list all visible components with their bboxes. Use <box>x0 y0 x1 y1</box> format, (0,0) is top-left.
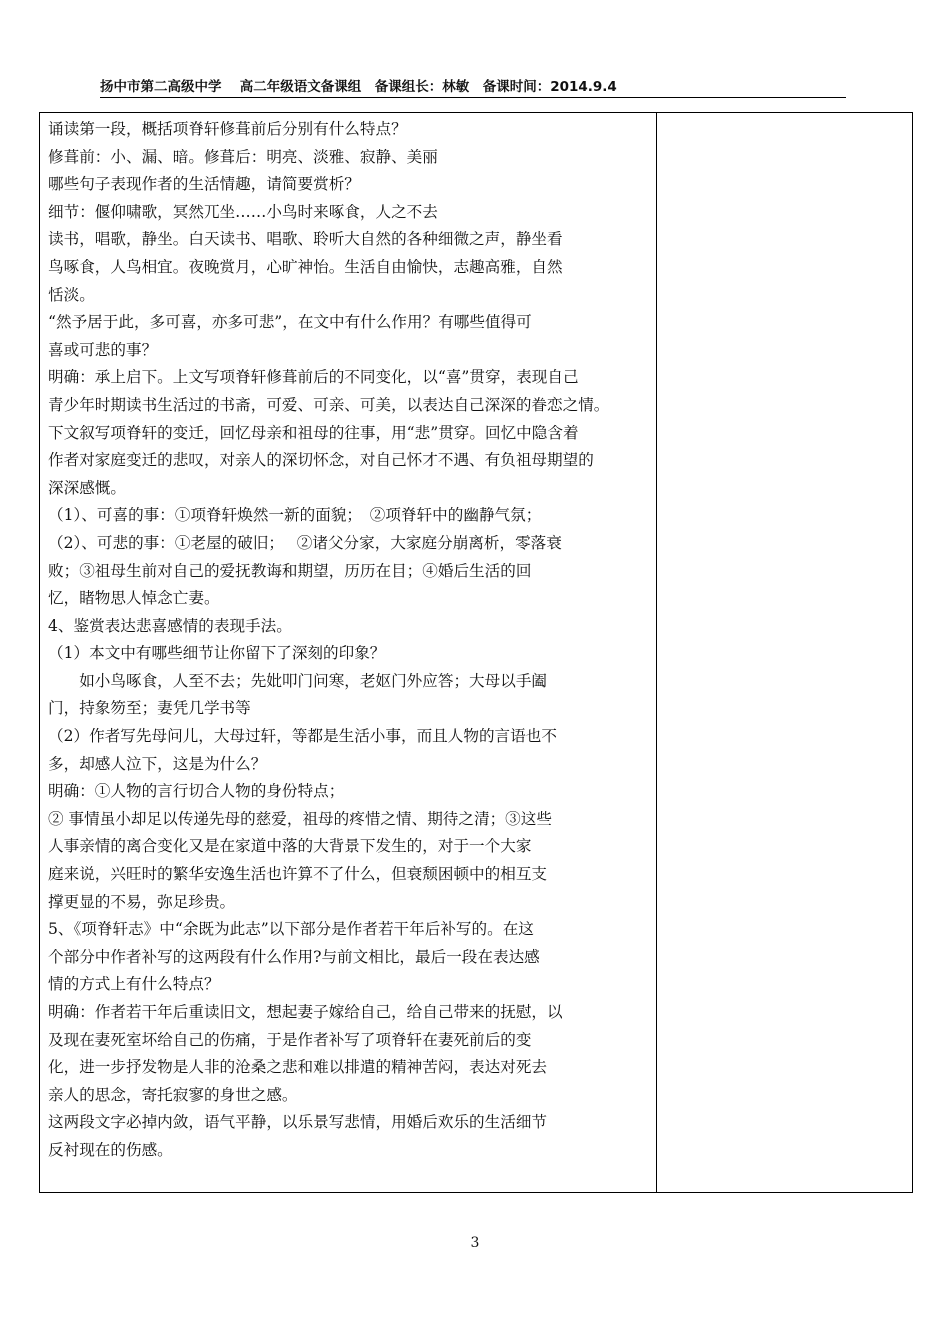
content-line: 个部分中作者补写的这两段有什么作用?与前文相比，最后一段在表达感 <box>48 947 540 966</box>
content-line: 庭来说，兴旺时的繁华安逸生活也许算不了什么，但衰颓困顿中的相互支 <box>48 865 548 884</box>
content-line: 化，进一步抒发物是人非的沧桑之悲和难以排遣的精神苦闷，表达对死去 <box>48 1058 548 1077</box>
content-line: 细节：偃仰啸歌，冥然兀坐……小鸟时来啄食，人之不去 <box>48 202 438 221</box>
content-line: 4、鉴赏表达悲喜感情的表现手法。 <box>48 616 292 635</box>
content-line: 修葺前：小、漏、暗。修葺后：明亮、淡雅、寂静、美丽 <box>48 147 438 166</box>
content-line: 深深感慨。 <box>48 478 126 497</box>
content-line: 撑更显的不易，弥足珍贵。 <box>48 892 236 911</box>
content-line: （2）作者写先母问儿，大母过轩，等都是生活小事，而且人物的言语也不 <box>48 727 557 746</box>
content-line: 鸟啄食，人鸟相宜。夜晚赏月，心旷神怡。生活自由愉快，志趣高雅，自然 <box>48 257 563 276</box>
content-line: 这两段文字必掉内敛，语气平静，以乐景写悲情，用婚后欢乐的生活细节 <box>48 1113 548 1132</box>
content-line: 及现在妻死室坏给自己的伤痛，于是作者补写了项脊轩在妻死前后的变 <box>48 1030 532 1049</box>
page-header: 扬中市第二高级中学 高二年级语文备课组 备课组长：林敏 备课时间：2014.9.4 <box>100 79 617 95</box>
content-line: ② 事情虽小却足以传递先母的慈爱，祖母的疼惜之情、期待之清；③这些 <box>48 809 552 828</box>
content-line: 青少年时期读书生活过的书斋，可爱、可亲、可美，以表达自己深深的眷恋之情。 <box>48 395 610 414</box>
column-divider <box>656 112 657 1193</box>
content-line: 败；③祖母生前对自己的爱抚教诲和期望，历历在目；④婚后生活的回 <box>48 561 532 580</box>
content-line: 明确：①人物的言行切合人物的身份特点； <box>48 782 345 801</box>
lesson-content <box>48 116 648 1165</box>
content-line: 喜或可悲的事？ <box>48 340 158 359</box>
content-line: 亲人的思念，寄托寂寥的身世之感。 <box>48 1085 298 1104</box>
content-line: 忆，睹物思人悼念亡妻。 <box>48 589 220 608</box>
content-line: 哪些句子表现作者的生活情趣，请简要赏析？ <box>48 175 360 194</box>
content-line: “然予居于此，多可喜，亦多可悲”，在文中有什么作用？有哪些值得可 <box>48 313 532 332</box>
content-line: 多，却感人泣下，这是为什么？ <box>48 754 267 773</box>
content-line: 5、《项脊轩志》中“余既为此志”以下部分是作者若干年后补写的。在这 <box>48 920 534 939</box>
content-line: （1）、可喜的事：①项脊轩焕然一新的面貌； ②项脊轩中的幽静气氛； <box>48 506 542 525</box>
content-line: 诵读第一段，概括项脊轩修葺前后分别有什么特点？ <box>48 120 407 138</box>
content-line: 读书，唱歌，静坐。白天读书、唱歌、聆听大自然的各种细微之声，静坐看 <box>48 230 563 249</box>
content-line: 如小鸟啄食，人至不去；先妣叩门问寒，老妪门外应答；大母以手阖 <box>48 671 548 690</box>
content-line: 明确：作者若干年后重读旧文，想起妻子嫁给自己，给自己带来的抚慰，以 <box>48 1003 563 1021</box>
content-line: 作者对家庭变迁的悲叹，对亲人的深切怀念，对自己怀才不遇、有负祖母期望的 <box>48 451 594 470</box>
content-line: （2）、可悲的事：①老屋的破旧； ②诸父分家，大家庭分崩离析，零落衰 <box>48 533 562 552</box>
header-rule <box>100 97 846 98</box>
page-number: 3 <box>470 1235 480 1251</box>
content-line: 恬淡。 <box>48 285 95 304</box>
content-line: 情的方式上有什么特点？ <box>48 975 220 994</box>
content-line: 人事亲情的离合变化又是在家道中落的大背景下发生的，对于一个大家 <box>48 837 532 856</box>
content-line: （1）本文中有哪些细节让你留下了深刻的印象？ <box>48 644 386 663</box>
content-line: 明确：承上启下。上文写项脊轩修葺前后的不同变化，以“喜”贯穿，表现自己 <box>48 368 579 387</box>
content-line: 反衬现在的伤感。 <box>48 1140 173 1159</box>
content-line: 门，持象笏至；妻凭几学书等 <box>48 699 251 718</box>
content-line: 下文叙写项脊轩的变迁，回忆母亲和祖母的往事，用“悲”贯穿。回忆中隐含着 <box>48 423 579 442</box>
